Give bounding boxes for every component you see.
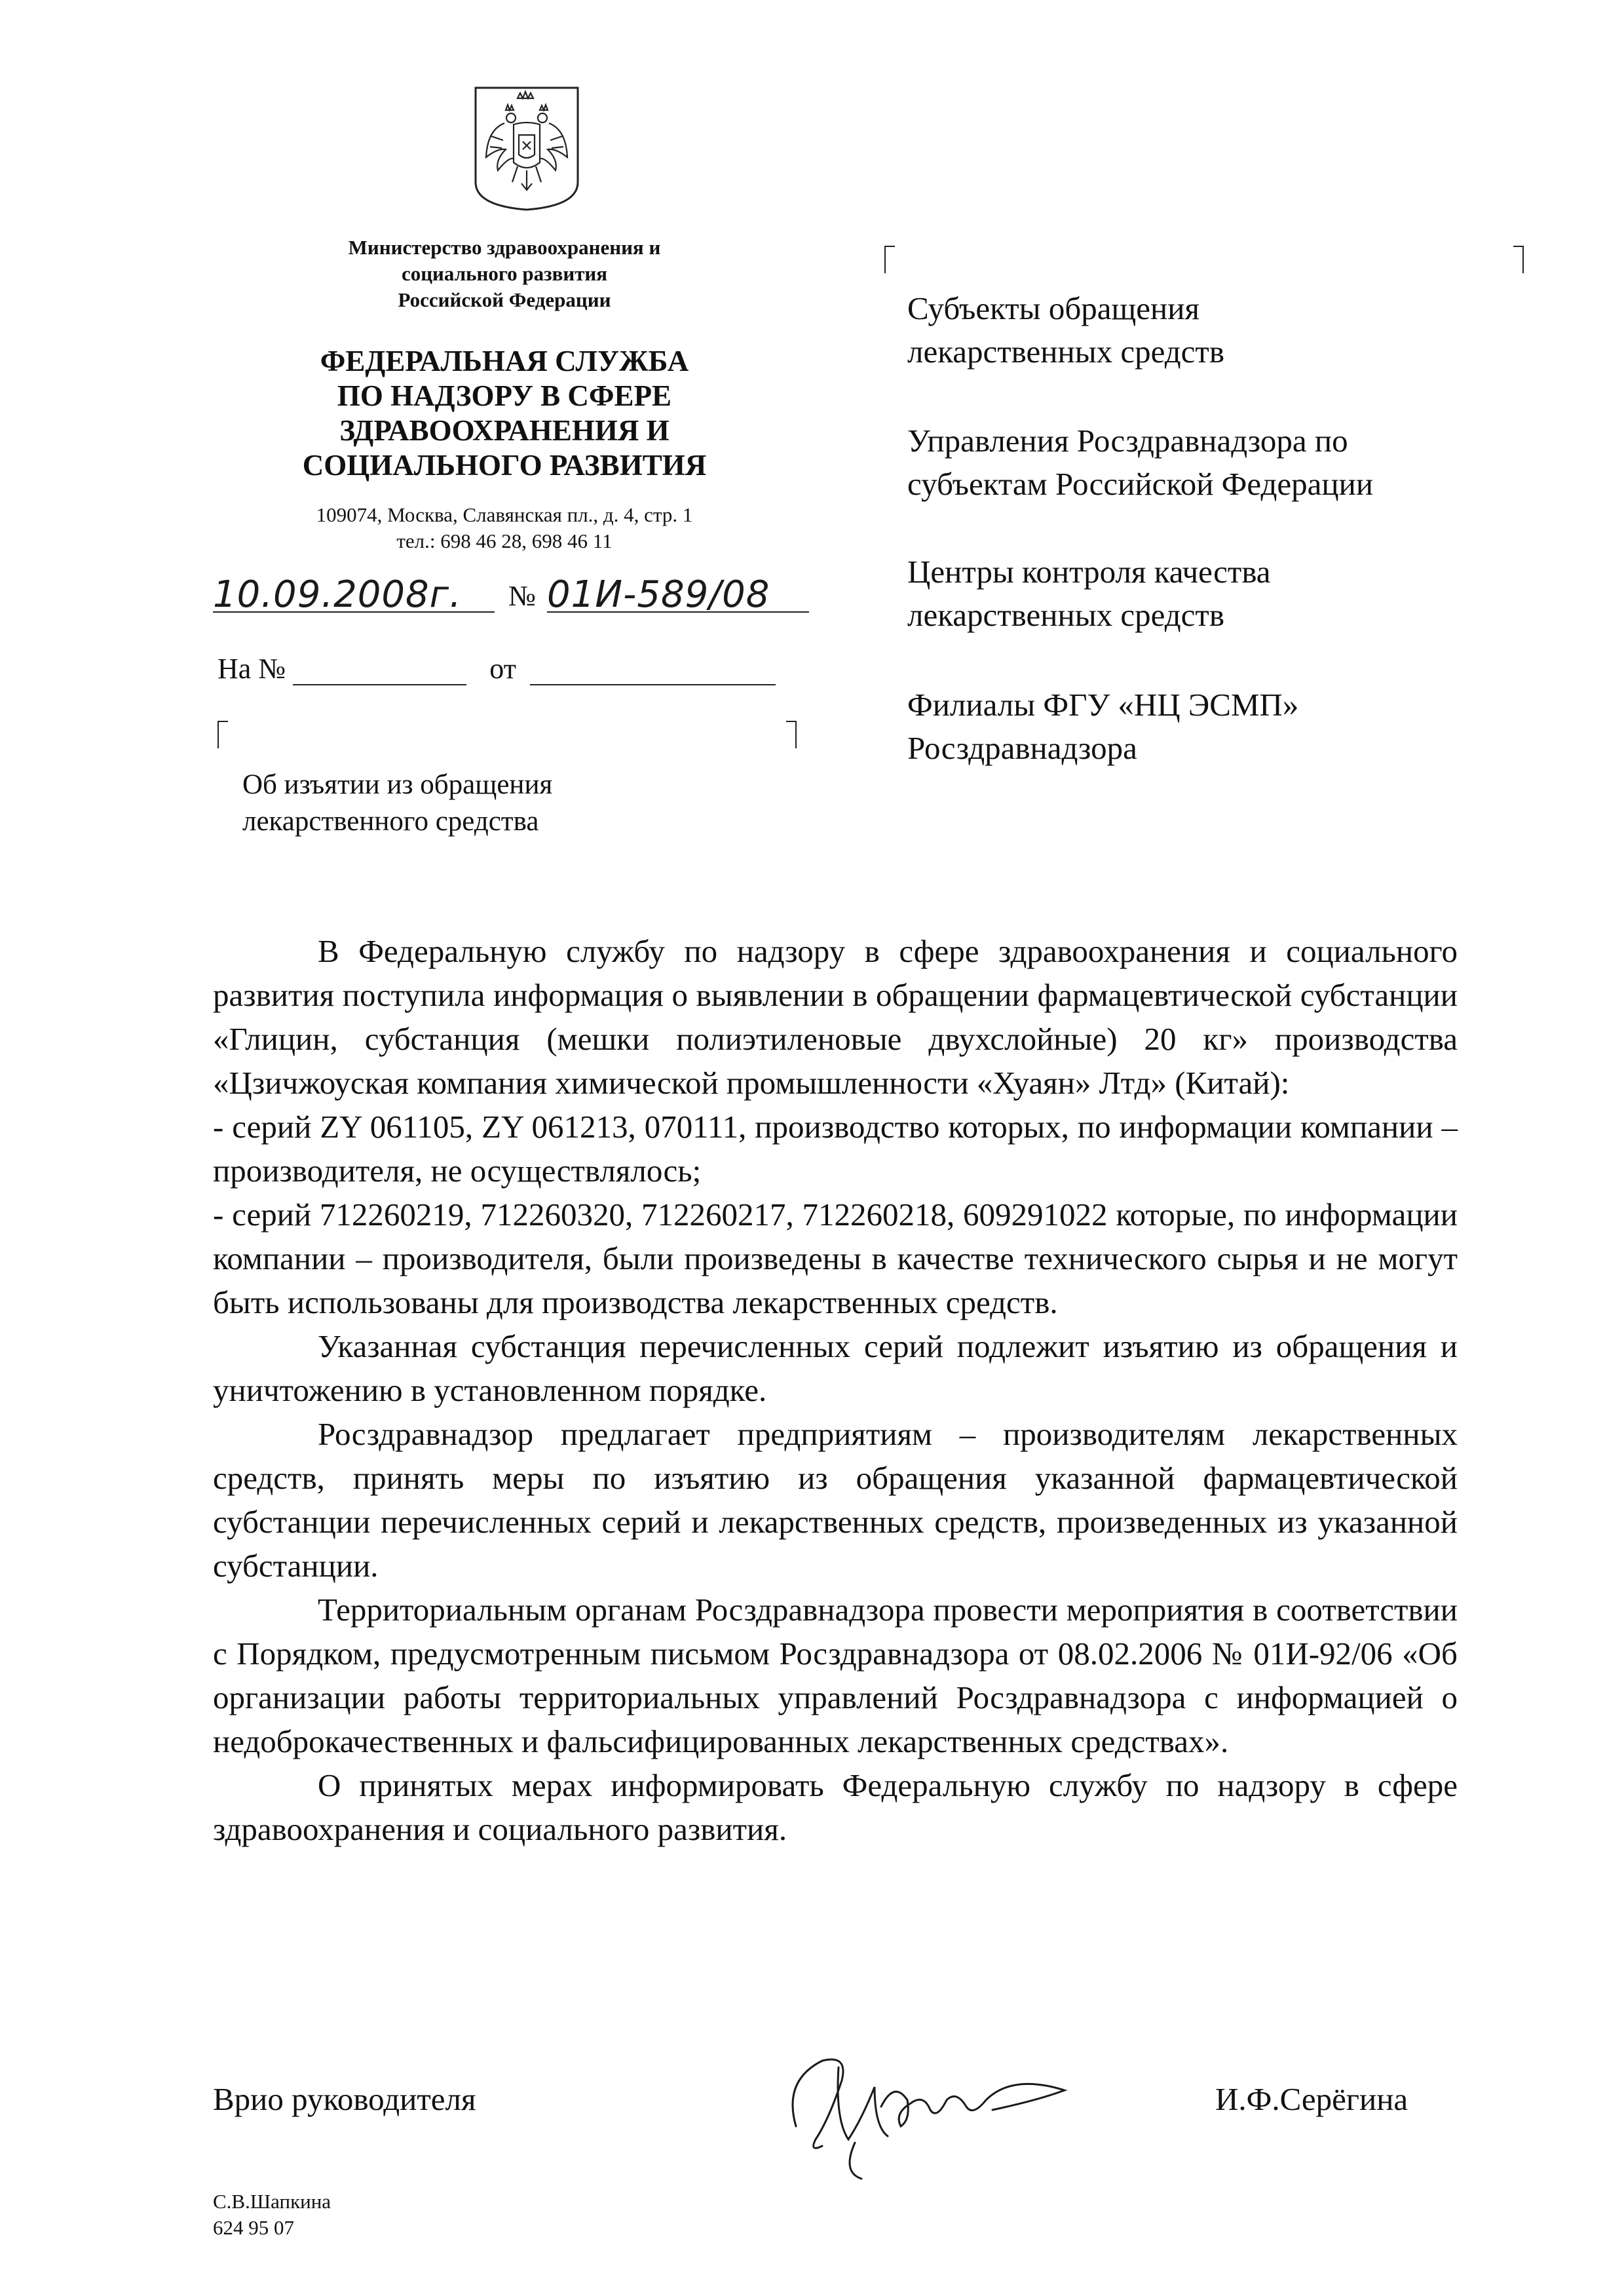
executor-phone: 624 95 07 [213, 2216, 294, 2239]
bracket-top-right [786, 721, 797, 748]
reference-date-blank [530, 655, 776, 685]
body-paragraph: Росздравнадзор предлагает предприятиям – производителям лекарственных средств, принять меры по изъятию из обращения указанной фармацевтической субстанции перечисленных серий и лекарственных средств, произведенных из указанной субстанции. [213, 1416, 1458, 1584]
letter-body [213, 929, 1458, 1851]
reference-number-label: На № [217, 653, 286, 685]
reference-date-label: от [489, 653, 516, 685]
letter-subject [242, 767, 740, 840]
body-paragraph: В Федеральную службу по надзору в сфере здравоохранения и социального развития поступила информация о выявлении в обращении фармацевтической субстанции «Глицин, субстанция (мешки полиэтиленовые двухслойные) 20 кг» производства «Цзичжоуская компания химической промышленности «Хуаян» Лтд» (Китай): [213, 933, 1458, 1101]
service-line: ПО НАДЗОРУ В СФЕРЕ [337, 379, 672, 412]
signatory-name: И.Ф.Серёгина [1215, 2081, 1408, 2117]
recipient-line: лекарственных средств [907, 597, 1224, 633]
reference-number-blank [293, 655, 466, 685]
ministry-name [301, 235, 708, 313]
body-paragraph: Территориальным органам Росздравнадзора провести мероприятия в соответствии с Порядком, предусмотренным письмом Росздравнадзора от 08.02.2006 № 01И-92/06 «Об организации работы территориальных управлений Росздравнадзора с информацией о недоброкачественных и фальсифицированных лекарственных средствах». [213, 1592, 1458, 1759]
service-line: ЗДРАВООХРАНЕНИЯ И [339, 414, 670, 447]
service-address [269, 502, 740, 554]
handwritten-number: 01И-589/08 [546, 573, 770, 616]
recipient-line: Филиалы ФГУ «НЦ ЭСМП» [907, 687, 1299, 723]
recipient-line: Росздравнадзора [907, 730, 1137, 766]
recipient-block [907, 683, 1562, 770]
ministry-line: социального развития [401, 262, 608, 285]
signatory-position: Врио руководителя [213, 2081, 476, 2117]
date-field [213, 573, 495, 616]
recipient-block [907, 287, 1562, 373]
address-line: 109074, Москва, Славянская пл., д. 4, стр. 1 [316, 503, 693, 526]
ministry-line: Министерство здравоохранения и [348, 236, 661, 259]
recipient-line: Центры контроля качества [907, 554, 1271, 590]
subject-line: лекарственного средства [242, 806, 539, 837]
number-field [546, 573, 809, 616]
recipient-line: Управления Росздравнадзора по [907, 423, 1348, 459]
handwritten-signature-icon [776, 2028, 1084, 2192]
body-paragraph: - серий 712260219, 712260320, 712260217, 712260218, 609291022 которые, по информации компании – производителя, были произведены в качестве технического сырья и не могут быть использованы для производства лекарственных средств. [213, 1196, 1458, 1320]
body-paragraph: О принятых мерах информировать Федеральную службу по надзору в сфере здравоохранения и социального развития. [213, 1767, 1458, 1847]
subject-line: Об изъятии из обращения [242, 769, 553, 800]
executor-info [213, 2189, 331, 2241]
service-line: СОЦИАЛЬНОГО РАЗВИТИЯ [302, 449, 707, 482]
registration-line [213, 573, 809, 616]
service-line: ФЕДЕРАЛЬНАЯ СЛУЖБА [320, 345, 689, 377]
recipient-line: субъектам Российской Федерации [907, 466, 1374, 502]
ministry-line: Российской Федерации [398, 288, 611, 311]
recipient-line: Субъекты обращения [907, 290, 1200, 326]
recipient-block [907, 550, 1562, 637]
phone-line: тел.: 698 46 28, 698 46 11 [396, 529, 613, 552]
bracket-top-left [884, 246, 895, 273]
body-paragraph: Указанная субстанция перечисленных серий подлежит изъятию из обращения и уничтожению в установленном порядке. [213, 1328, 1458, 1408]
recipient-line: лекарственных средств [907, 334, 1224, 370]
bracket-top-left [217, 721, 228, 748]
number-sign: № [508, 580, 536, 612]
executor-name: С.В.Шапкина [213, 2190, 331, 2213]
reference-line [217, 652, 776, 685]
bracket-top-right [1513, 246, 1524, 273]
handwritten-date: 10.09.2008г. [213, 573, 462, 616]
coat-of-arms-icon [472, 84, 582, 212]
body-paragraph: - серий ZY 061105, ZY 061213, 070111, производство которых, по информации компании – производителя, не осуществлялось; [213, 1109, 1458, 1189]
service-name [282, 344, 727, 483]
recipient-block [907, 419, 1562, 506]
